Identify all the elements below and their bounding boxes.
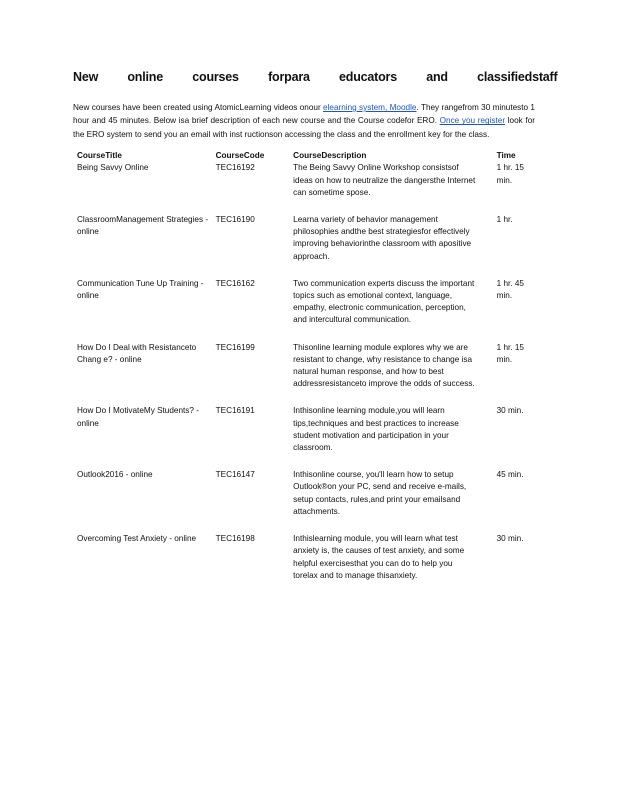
course-title-cell: ClassroomManagement Strategies - online xyxy=(77,215,209,237)
table-row xyxy=(73,342,535,406)
course-time-cell: 1 hr. xyxy=(496,215,513,225)
header-course-code: CourseCode xyxy=(215,151,265,161)
course-description-cell: Inthislearning module, you will learn what test anxiety is, the causes of test anxiety, and some helpful exercisesthat you can do to help you torelax and to manage thisanxiety. xyxy=(293,534,465,580)
header-course-description: CourseDescription xyxy=(293,151,367,161)
course-title-cell: How Do I Deal with Resistanceto Chang e? - online xyxy=(77,342,197,364)
course-code-cell: TEC16147 xyxy=(215,470,255,480)
course-description-cell: Learna variety of behavior management philosophies andthe best strategiesfor effectively improving behaviorinthe classroom with apositive approach. xyxy=(293,215,472,261)
course-code-cell: TEC16162 xyxy=(215,278,255,288)
course-description-cell: Two communication experts discuss the important topics such as emotional context, language, empathy, electronic communication, perception, and intercultural communication. xyxy=(293,278,475,325)
table-row xyxy=(73,405,535,469)
course-time-cell: 30 min. xyxy=(496,534,524,544)
course-time-cell: 1 hr. 15 min. xyxy=(496,163,524,185)
table-row xyxy=(73,469,535,533)
course-description-cell: Inthisonline learning module,you will learn tips,techniques and best practices to increase student motivation and participation in your classroom. xyxy=(293,406,459,453)
course-code-cell: TEC16192 xyxy=(215,163,255,173)
table-header-row xyxy=(73,150,535,162)
table-row xyxy=(73,214,535,278)
course-title-cell: Overcoming Test Anxiety - online xyxy=(77,534,197,544)
course-description-cell: Inthisonline course, you'll learn how to setup Outlook®on your PC, send and receive e-mails, setup contacts, rules,and print your emailsand attachments. xyxy=(293,470,467,516)
header-time: Time xyxy=(496,151,516,161)
course-description-cell: The Being Savvy Online Workshop consistsof ideas on how to neutralize the dangersthe Internet can sometime spose. xyxy=(293,163,476,197)
table-row xyxy=(73,162,535,214)
course-code-cell: TEC16190 xyxy=(215,215,255,225)
course-code-cell: TEC16198 xyxy=(215,534,255,544)
intro-text-2: . They rangefrom 30 minutesto 1 hour and 45 minutes. Below isa brief description of each new course and the Course codefor ERO. xyxy=(73,103,535,126)
course-title-cell: How Do I MotivateMy Students? - online xyxy=(77,406,199,428)
intro-text-1: New courses have been created using AtomicLearning videos onour xyxy=(73,103,321,112)
page-title: New online courses forpara educators and classifiedstaff xyxy=(73,70,558,84)
document-page xyxy=(73,70,558,597)
moodle-link[interactable]: elearning system, Moodle xyxy=(323,103,417,112)
course-title-cell: Outlook2016 - online xyxy=(77,470,153,480)
table-row xyxy=(73,278,535,342)
course-table xyxy=(73,150,535,597)
intro-paragraph xyxy=(73,101,535,141)
course-title-cell: Communication Tune Up Training - online xyxy=(77,278,204,301)
header-course-title: CourseTitle xyxy=(77,151,122,161)
table-row xyxy=(73,533,535,597)
course-time-cell: 1 hr. 45 min. xyxy=(496,278,524,301)
intro-text-3: look for the ERO system to send you an email with inst ructionson accessing the class and the enrollment key for the class. xyxy=(73,116,535,139)
course-title-cell: Being Savvy Online xyxy=(77,163,149,173)
register-link[interactable]: Once you register xyxy=(439,116,506,126)
course-description-cell: Thisonline learning module explores why we are resistant to change, why resistance to change isa natural human response, and how to best addressresistanceto improve the odds of success. xyxy=(293,342,475,389)
course-time-cell: 1 hr. 15 min. xyxy=(496,342,524,364)
course-code-cell: TEC16191 xyxy=(215,406,255,416)
course-time-cell: 30 min. xyxy=(496,406,524,416)
course-code-cell: TEC16199 xyxy=(215,342,255,352)
course-time-cell: 45 min. xyxy=(496,470,524,480)
